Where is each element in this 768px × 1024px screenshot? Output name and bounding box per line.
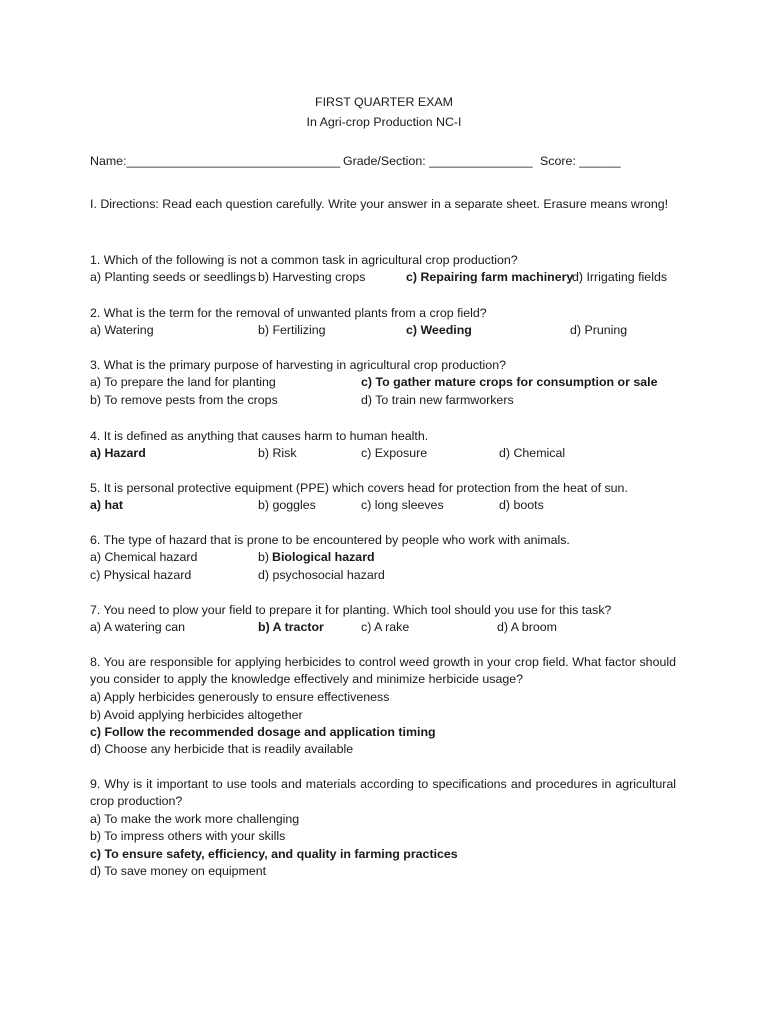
option-correct: b) A tractor (258, 620, 324, 634)
exam-title: FIRST QUARTER EXAM (315, 95, 453, 109)
option-correct: a) hat (90, 498, 124, 512)
option: d) Irrigating fields (572, 270, 668, 284)
option-correct: c) Follow the recommended dosage and application timing (90, 725, 436, 739)
question-8: 8. You are responsible for applying herbicides to control weed growth in your crop field. What factor should you consider to apply the knowledge effectively and minimize herbicide usage? (90, 655, 676, 686)
question-1-options (0, 270, 768, 287)
exam-subtitle: In Agri-crop Production NC-I (306, 115, 462, 129)
question-2-options (0, 323, 768, 340)
student-info-line (0, 154, 768, 171)
question-2: 2. What is the term for the removal of unwanted plants from a crop field? (90, 306, 487, 320)
question-6: 6. The type of hazard that is prone to be encountered by people who work with animals. (90, 533, 570, 547)
question-4: 4. It is defined as anything that causes harm to human health. (90, 429, 429, 443)
option-correct: c) Weeding (406, 323, 472, 337)
option: c) long sleeves (361, 498, 444, 512)
option: b) Avoid applying herbicides altogether (90, 708, 303, 722)
question-6-options-row2 (0, 568, 768, 585)
option: a) Chemical hazard (90, 550, 198, 564)
question-5-options (0, 498, 768, 515)
name-field: Name:_______________________________ (90, 154, 341, 168)
option-correct: c) To ensure safety, efficiency, and quality in farming practices (90, 847, 458, 861)
option: b) goggles (258, 498, 316, 512)
directions-text: I. Directions: Read each question carefully. Write your answer in a separate sheet. Erasure means wrong! (90, 197, 669, 211)
option: c) A rake (361, 620, 410, 634)
option: d) To save money on equipment (90, 864, 267, 878)
option: d) psychosocial hazard (258, 568, 385, 582)
option: a) To prepare the land for planting (90, 375, 276, 389)
option-correct: c) To gather mature crops for consumption or sale (361, 375, 658, 389)
question-9: 9. Why is it important to use tools and materials according to specifications and procedures in agricultural crop production? (90, 777, 676, 808)
option: a) To make the work more challenging (90, 812, 300, 826)
question-3-options-row1 (0, 375, 768, 392)
option: b) Risk (258, 446, 297, 460)
question-3: 3. What is the primary purpose of harvesting in agricultural crop production? (90, 358, 506, 372)
question-7-options (0, 620, 768, 637)
option: d) A broom (497, 620, 557, 634)
score-field: Score: ______ (540, 154, 621, 168)
option: d) boots (499, 498, 544, 512)
option: d) Pruning (570, 323, 628, 337)
option: a) A watering can (90, 620, 186, 634)
option: a) Watering (90, 323, 154, 337)
option: b) To impress others with your skills (90, 829, 286, 843)
question-7: 7. You need to plow your field to prepare it for planting. Which tool should you use for this task? (90, 603, 612, 617)
question-1: 1. Which of the following is not a common task in agricultural crop production? (90, 253, 518, 267)
grade-section-field: Grade/Section: _______________ (343, 154, 533, 168)
option: a) Apply herbicides generously to ensure effectiveness (90, 690, 390, 704)
question-3-options-row2 (0, 393, 768, 410)
question-4-options (0, 446, 768, 463)
option: c) Physical hazard (90, 568, 192, 582)
question-6-options-row1 (0, 550, 768, 567)
option: d) To train new farmworkers (361, 393, 514, 407)
option: b) Harvesting crops (258, 270, 366, 284)
option-letter: b) (258, 550, 270, 564)
option-correct: Biological hazard (272, 550, 375, 564)
option: c) Exposure (361, 446, 428, 460)
option: d) Choose any herbicide that is readily available (90, 742, 354, 756)
option: d) Chemical (499, 446, 566, 460)
option-correct: c) Repairing farm machinery (406, 270, 574, 284)
option-correct: a) Hazard (90, 446, 146, 460)
question-5: 5. It is personal protective equipment (PPE) which covers head for protection from the heat of sun. (90, 481, 628, 495)
option: a) Planting seeds or seedlings (90, 270, 256, 284)
option: b) Fertilizing (258, 323, 326, 337)
option: b) To remove pests from the crops (90, 393, 278, 407)
